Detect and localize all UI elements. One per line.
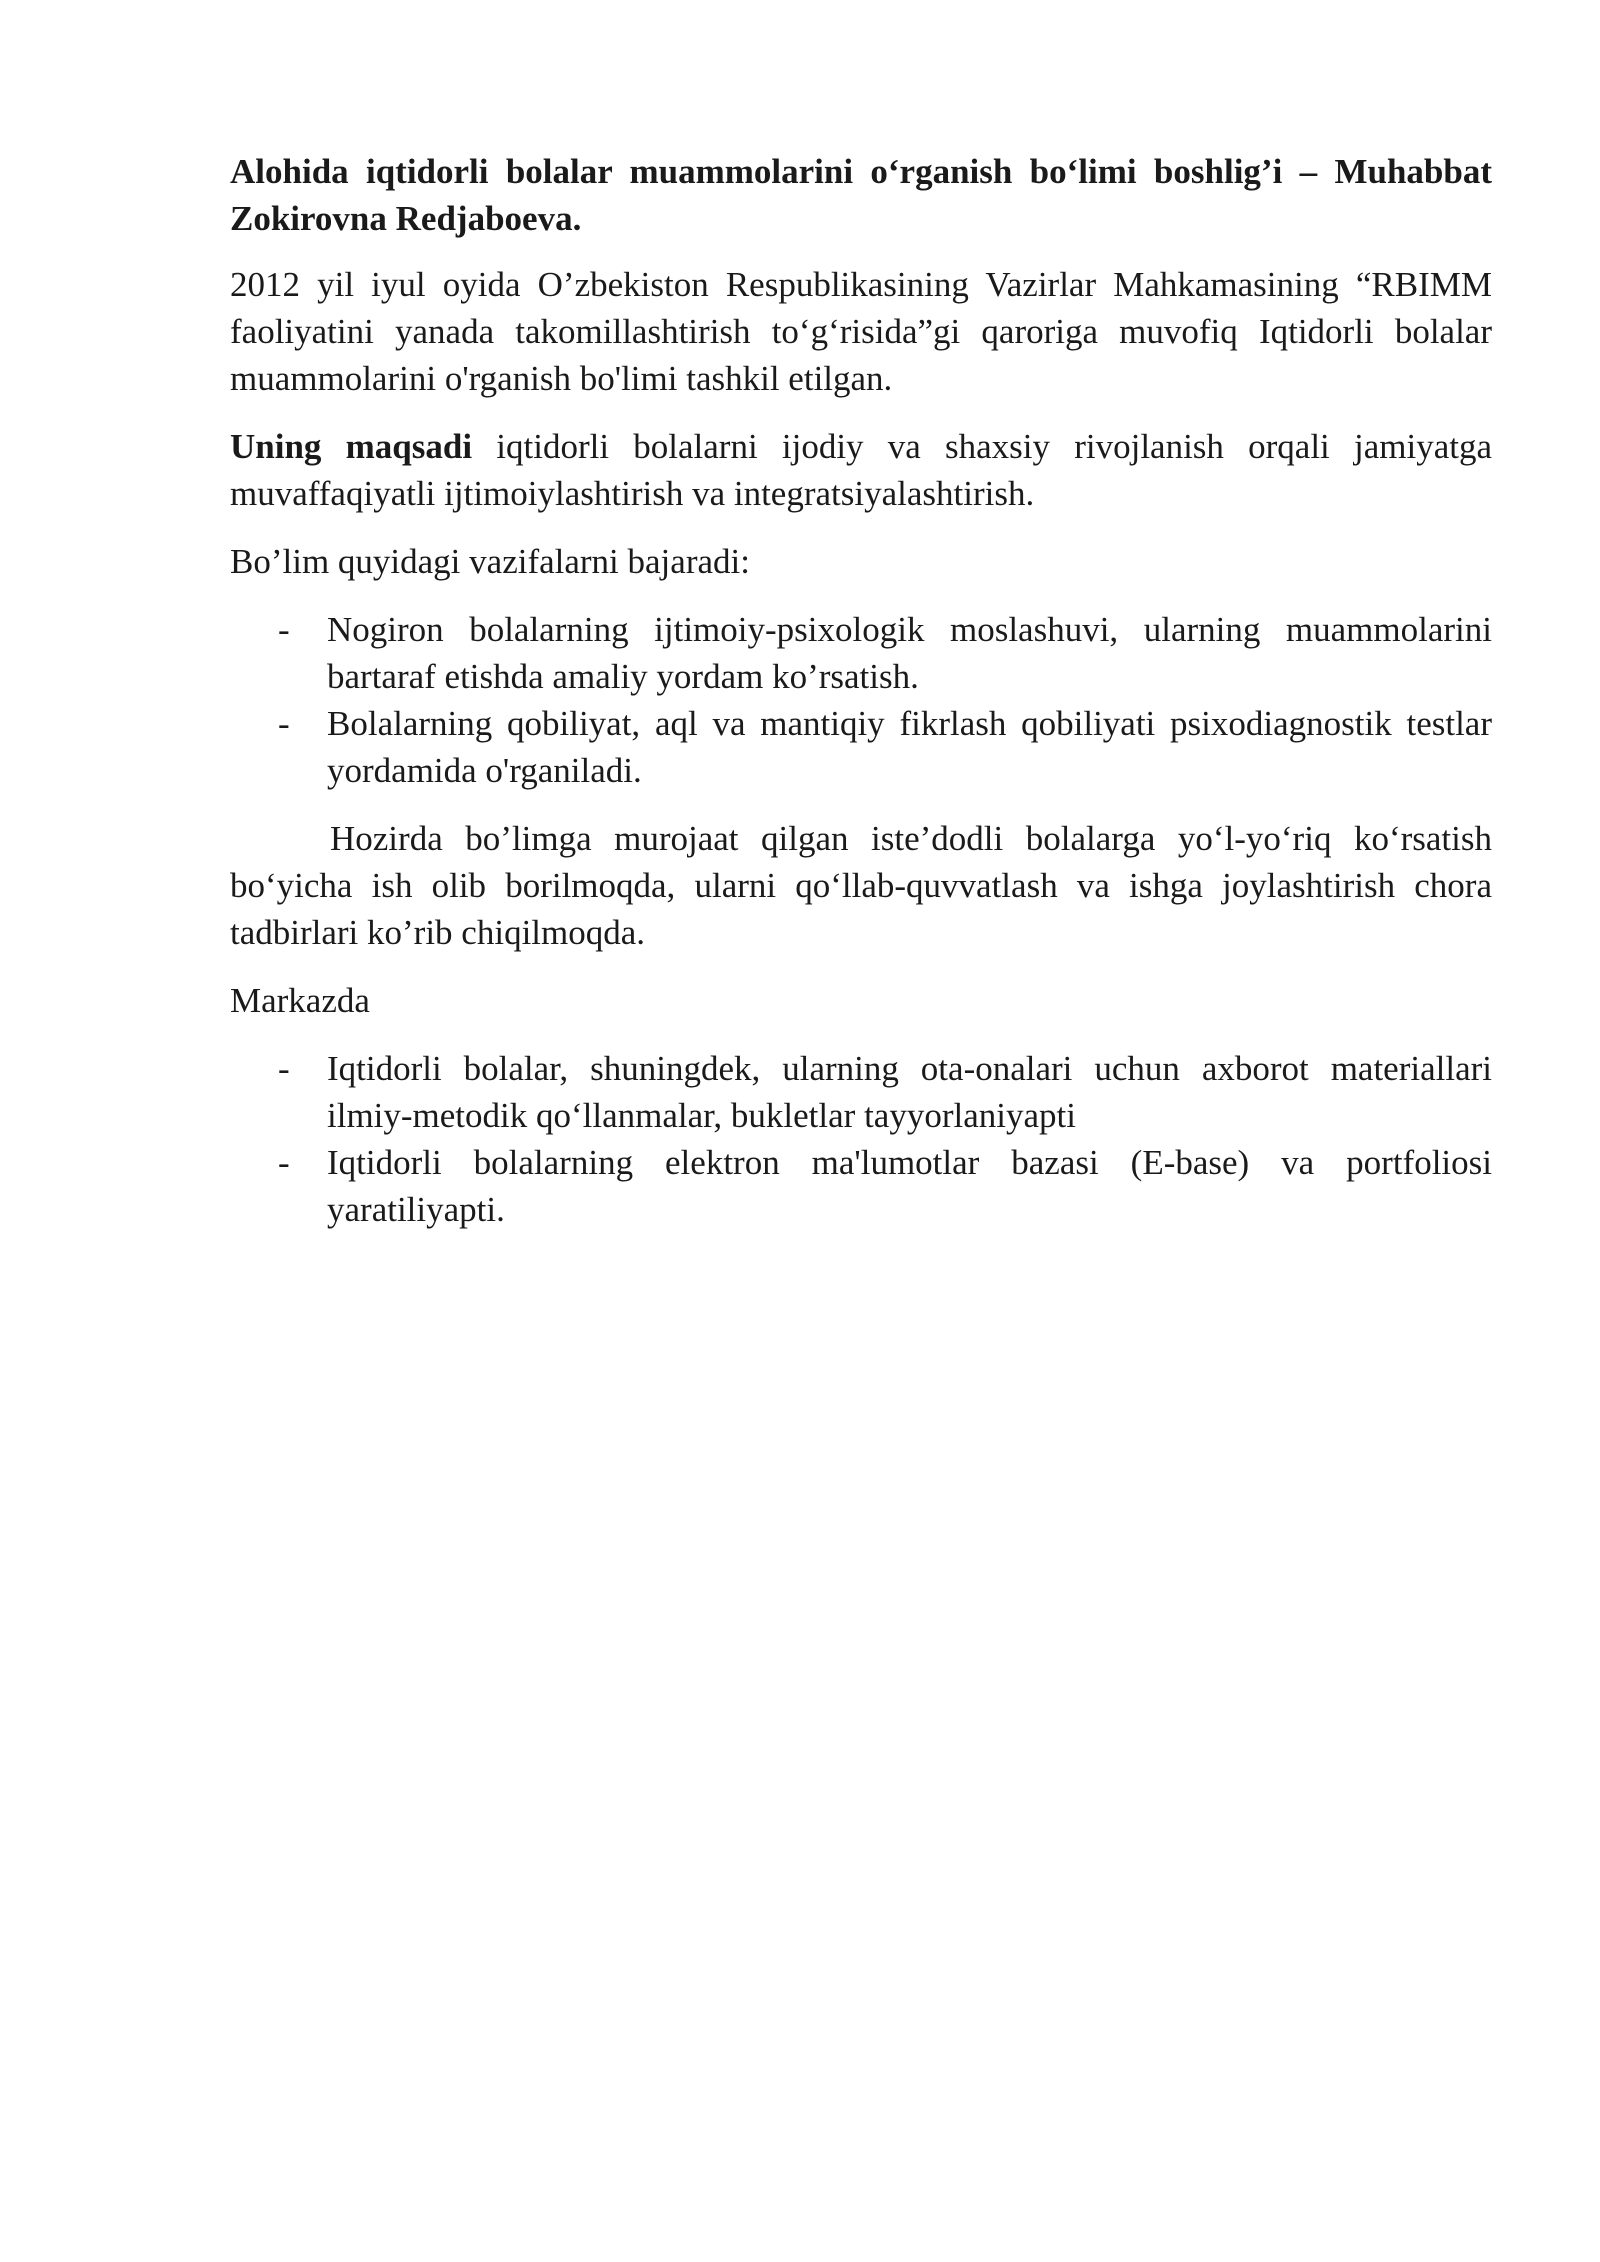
dash-bullet: - — [278, 704, 290, 743]
goal-text: iqtidorli bolalarni ijodiy va shaxsiy rivojlanish orqali jamiyatga muvaffaqiyatli ijtimoiylashtirish va integratsiyalashtirish. — [230, 427, 1492, 513]
goal-paragraph — [230, 423, 1492, 517]
dash-bullet: - — [278, 1143, 290, 1182]
dash-bullet: - — [278, 610, 290, 649]
dash-bullet: - — [278, 1049, 290, 1088]
list-item-text: Iqtidorli bolalarning elektron ma'lumotlar bazasi (E-base) va portfoliosi yaratiliyapti. — [327, 1143, 1492, 1229]
list-item — [230, 1045, 1492, 1139]
center-heading: Markazda — [230, 981, 370, 1020]
document-title: Alohida iqtidorli bolalar muammolarini o‘rganish bo‘limi boshlig’i – Muhabbat Zokirovna Redjaboeva. — [230, 152, 1492, 238]
goal-label: Uning maqsadi — [230, 427, 473, 466]
intro-paragraph: 2012 yil iyul oyida O’zbekiston Respublikasining Vazirlar Mahkamasining “RBIMM faoliyatini yanada takomillashtirish to‘g‘risida”gi qaroriga muvofiq Iqtidorli bolalar muammolarini o'rganish bo'limi tashkil etilgan. — [230, 265, 1492, 398]
center-list — [230, 1045, 1492, 1233]
list-item — [230, 1139, 1492, 1233]
tasks-list — [230, 606, 1492, 794]
current-work-paragraph: Hozirda bo’limga murojaat qilgan iste’dodli bolalarga yo‘l-yo‘riq ko‘rsatish bo‘yicha ish olib borilmoqda, ularni qo‘llab-quvvatlash va ishga joylashtirish chora tadbirlari ko’rib chiqilmoqda. — [230, 819, 1492, 952]
list-item — [230, 700, 1492, 794]
list-item-text: Nogiron bolalarning ijtimoiy-psixologik moslashuvi, ularning muammolarini bartaraf etishda amaliy yordam ko’rsatish. — [327, 610, 1492, 696]
list-item-text: Iqtidorli bolalar, shuningdek, ularning ota-onalari uchun axborot materiallari ilmiy-metodik qo‘llanmalar, bukletlar tayyorlaniyapti — [327, 1049, 1492, 1135]
tasks-heading: Bo’lim quyidagi vazifalarni bajaradi: — [230, 542, 750, 581]
list-item — [230, 606, 1492, 700]
document-page — [230, 148, 1492, 1254]
list-item-text: Bolalarning qobiliyat, aql va mantiqiy fikrlash qobiliyati psixodiagnostik testlar yordamida o'rganiladi. — [327, 704, 1492, 790]
